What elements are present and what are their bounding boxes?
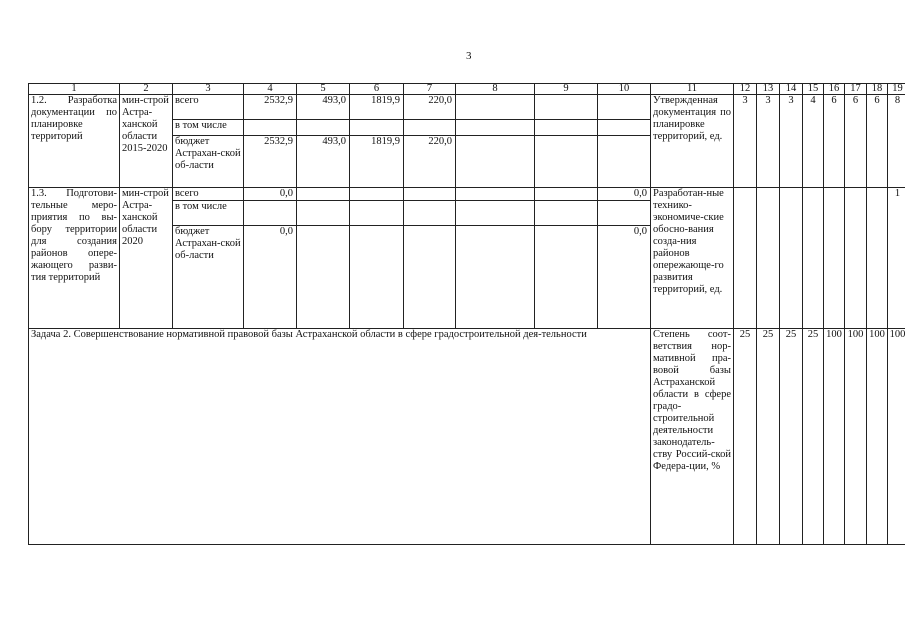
col-header: 3 [173, 84, 244, 95]
value-cell: 2532,9 [244, 136, 297, 188]
indicator-value: 25 [734, 329, 757, 545]
indicator-value: 100 [845, 329, 867, 545]
col-header: 7 [404, 84, 456, 95]
indicator-value [757, 188, 780, 329]
col-header: 5 [297, 84, 350, 95]
indicator-value [824, 188, 845, 329]
executor-cell: мин-строй Астра-ханской области 2020 [120, 188, 173, 329]
result-indicator: Степень соот-ветствия нор-мативной пра-вовой базы Астраханской области в сфере градо-строительной деятельности законодатель-ству Россий-ской Федера-ции, % [651, 329, 734, 545]
indicator-value: 3 [734, 95, 757, 188]
value-cell: 493,0 [297, 136, 350, 188]
col-header: 16 [824, 84, 845, 95]
table-row [29, 95, 905, 120]
indicator-value: 3 [780, 95, 803, 188]
col-header: 17 [845, 84, 867, 95]
value-cell: 0,0 [598, 188, 651, 201]
value-cell: 1819,9 [350, 136, 404, 188]
indicator-value: 4 [803, 95, 824, 188]
indicator-value: 6 [845, 95, 867, 188]
source-budget: бюджет Астрахан-ской об-ласти [173, 136, 244, 188]
value-cell [456, 226, 535, 329]
value-cell [535, 136, 598, 188]
value-cell: 0,0 [244, 226, 297, 329]
col-header: 14 [780, 84, 803, 95]
indicator-value: 25 [757, 329, 780, 545]
value-cell [598, 136, 651, 188]
activity-title: 1.3. Подготови-тельные меро-приятия по вы-бору территории для создания районов опере-жающего разви-тия территорий [29, 188, 120, 329]
table-row [29, 329, 905, 545]
col-header: 18 [867, 84, 888, 95]
value-cell [350, 188, 404, 201]
source-budget: бюджет Астрахан-ской об-ласти [173, 226, 244, 329]
value-cell [456, 95, 535, 120]
value-cell [404, 226, 456, 329]
source-total: всего [173, 188, 244, 201]
value-cell [404, 188, 456, 201]
col-header: 11 [651, 84, 734, 95]
col-header: 15 [803, 84, 824, 95]
value-cell: 220,0 [404, 95, 456, 120]
task-title: Задача 2. Совершенствование нормативной правовой базы Астраханской области в сфере градостроительной дея-тельности [29, 329, 651, 545]
page-number: 3 [466, 50, 472, 62]
activity-title: 1.2. Разработка документации по планировке территорий [29, 95, 120, 188]
value-cell: 1819,9 [350, 95, 404, 120]
result-indicator: Разработан-ные технико-экономиче-ские обосно-вания созда-ния районов опережающе-го развития территорий, ед. [651, 188, 734, 329]
value-cell [297, 188, 350, 201]
col-header: 8 [456, 84, 535, 95]
col-header: 6 [350, 84, 404, 95]
value-cell [456, 136, 535, 188]
col-header: 9 [535, 84, 598, 95]
col-header: 1 [29, 84, 120, 95]
indicator-value: 100 [867, 329, 888, 545]
value-cell: 0,0 [244, 188, 297, 201]
value-cell [598, 95, 651, 120]
value-cell: 493,0 [297, 95, 350, 120]
value-cell [350, 226, 404, 329]
value-cell [535, 188, 598, 201]
indicator-value [845, 188, 867, 329]
indicator-value [734, 188, 757, 329]
value-cell [297, 226, 350, 329]
value-cell: 220,0 [404, 136, 456, 188]
indicator-value [803, 188, 824, 329]
col-header: 4 [244, 84, 297, 95]
indicator-value: 6 [824, 95, 845, 188]
program-table [28, 83, 905, 545]
indicator-value: 6 [867, 95, 888, 188]
indicator-value: 25 [803, 329, 824, 545]
indicator-value [780, 188, 803, 329]
indicator-value [867, 188, 888, 329]
source-total: всего [173, 95, 244, 120]
value-cell [535, 95, 598, 120]
value-cell: 2532,9 [244, 95, 297, 120]
col-header: 19 [888, 84, 905, 95]
value-cell [456, 188, 535, 201]
table-row [29, 188, 905, 201]
col-header: 13 [757, 84, 780, 95]
indicator-value: 1 [888, 188, 905, 329]
indicator-value: 25 [780, 329, 803, 545]
col-header: 10 [598, 84, 651, 95]
indicator-value: 3 [757, 95, 780, 188]
source-including: в том числе [173, 120, 244, 136]
value-cell: 0,0 [598, 226, 651, 329]
indicator-value: 100 [824, 329, 845, 545]
indicator-value: 8 [888, 95, 905, 188]
col-header: 2 [120, 84, 173, 95]
col-header: 12 [734, 84, 757, 95]
header-row [29, 84, 905, 95]
indicator-value: 100 [888, 329, 905, 545]
result-indicator: Утвержденная документация по планировке территорий, ед. [651, 95, 734, 188]
executor-cell: мин-строй Астра-ханской области 2015-2020 [120, 95, 173, 188]
value-cell [535, 226, 598, 329]
source-including: в том числе [173, 201, 244, 226]
